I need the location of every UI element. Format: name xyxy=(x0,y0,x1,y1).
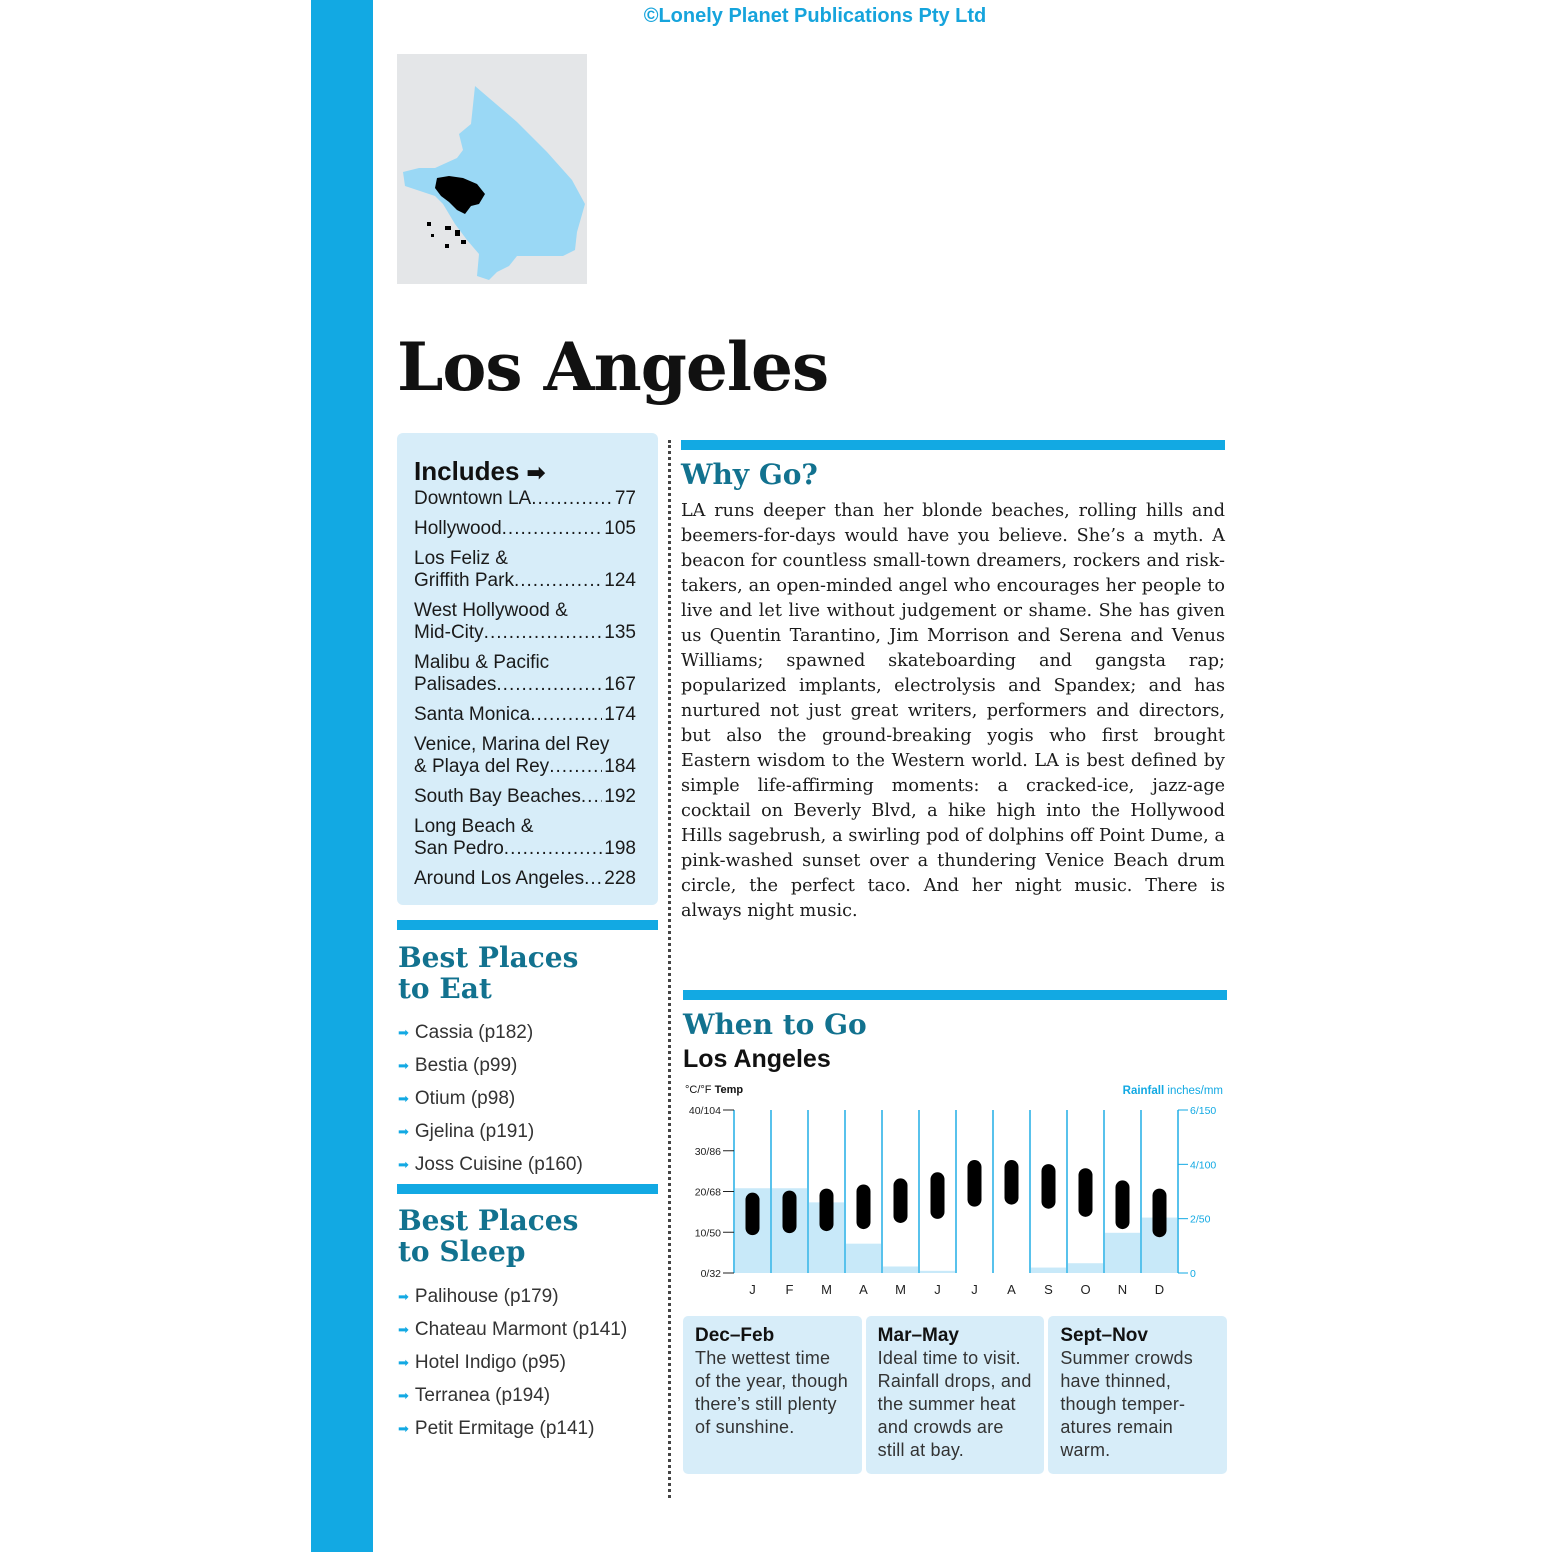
arrow-bullet-icon: ➡ xyxy=(398,1354,409,1370)
dot-leader xyxy=(530,704,602,726)
includes-item xyxy=(414,786,636,808)
season-text-line: of the year, though xyxy=(695,1371,848,1391)
includes-item xyxy=(414,518,636,540)
heading-line: to Eat xyxy=(398,972,492,1005)
rainfall-bar xyxy=(1031,1268,1066,1273)
includes-item-page: 228 xyxy=(604,868,636,889)
heading-line: Best Places xyxy=(398,941,579,974)
includes-item-label: San Pedro xyxy=(414,838,504,859)
heading-line: Best Places xyxy=(398,1204,579,1237)
includes-item-line xyxy=(414,756,636,778)
temp-tick-label: 40/104 xyxy=(688,1105,721,1117)
place-item xyxy=(398,1049,583,1082)
copyright-notice: ©Lonely Planet Publications Pty Ltd xyxy=(643,5,987,27)
season-text-line: though temper- xyxy=(1060,1394,1186,1414)
season-text-line: and crowds are xyxy=(877,1417,1004,1437)
rain-axis-word: Rainfall xyxy=(1122,1085,1165,1097)
arrow-bullet-icon: ➡ xyxy=(398,1321,409,1337)
climate-chart xyxy=(683,1080,1227,1302)
locator-map xyxy=(397,54,587,284)
month-label: A xyxy=(859,1282,868,1297)
includes-item-line xyxy=(414,652,636,674)
includes-item-page: 192 xyxy=(604,786,636,807)
place-item xyxy=(398,1082,583,1115)
rain-tick-label: 2/50 xyxy=(1190,1213,1211,1226)
includes-item-label: Long Beach & xyxy=(414,816,534,837)
includes-item-label: Hollywood xyxy=(414,518,502,539)
place-item-label: Bestia (p99) xyxy=(414,1054,518,1076)
place-item xyxy=(398,1016,583,1049)
includes-item-line xyxy=(414,786,636,808)
season-text-line: of sunshine. xyxy=(695,1417,795,1437)
season-heading: Sept–Nov xyxy=(1060,1325,1148,1346)
place-item xyxy=(398,1148,583,1181)
includes-item-line xyxy=(414,734,636,756)
season-text-line: Rainfall drops, and xyxy=(877,1371,1032,1391)
map-island xyxy=(427,222,431,226)
place-item xyxy=(398,1313,627,1346)
arrow-bullet-icon: ➡ xyxy=(398,1156,409,1172)
month-label: J xyxy=(749,1282,756,1297)
rain-tick-label: 0 xyxy=(1190,1268,1196,1280)
includes-item xyxy=(414,868,636,890)
rain-tick-label: 4/100 xyxy=(1190,1159,1217,1172)
month-label: S xyxy=(1044,1282,1053,1297)
dot-leader xyxy=(514,570,602,592)
place-item xyxy=(398,1379,627,1412)
includes-item-page: 198 xyxy=(604,838,636,859)
section-divider-bar xyxy=(683,990,1227,1000)
includes-item-page: 167 xyxy=(604,674,636,695)
arrow-bullet-icon: ➡ xyxy=(398,1057,409,1073)
temp-tick-label: 20/68 xyxy=(694,1186,721,1199)
includes-item-line xyxy=(414,622,636,644)
season-text-line: The wettest time xyxy=(695,1348,831,1368)
includes-list xyxy=(414,488,636,890)
includes-item xyxy=(414,548,636,592)
includes-item-label: Around Los Angeles xyxy=(414,868,585,889)
includes-item-line xyxy=(414,570,636,592)
includes-item-line xyxy=(414,838,636,860)
month-label: F xyxy=(785,1282,794,1297)
includes-item-label: West Hollywood & xyxy=(414,600,568,621)
dot-leader xyxy=(496,674,602,696)
includes-item-line xyxy=(414,488,636,510)
place-item-label: Gjelina (p191) xyxy=(414,1120,535,1142)
temp-tick-label: 0/32 xyxy=(700,1268,721,1280)
best-places-eat-heading xyxy=(398,942,658,1004)
right-arrow-icon: ➡ xyxy=(526,460,546,485)
season-heading: Dec–Feb xyxy=(695,1325,775,1346)
month-label: M xyxy=(895,1282,906,1297)
arrow-bullet-icon: ➡ xyxy=(398,1024,409,1040)
includes-item-page: 174 xyxy=(604,704,636,725)
rainfall-bar xyxy=(920,1271,955,1273)
season-box xyxy=(866,1316,1045,1474)
month-label: A xyxy=(1007,1282,1016,1297)
map-island xyxy=(431,234,434,237)
includes-item-line xyxy=(414,816,636,838)
includes-item-label: Downtown LA xyxy=(414,488,532,509)
season-text-line: have thinned, xyxy=(1060,1371,1172,1391)
includes-item-line xyxy=(414,518,636,540)
includes-item-page: 135 xyxy=(604,622,636,643)
rain-axis-unit: inches/mm xyxy=(1167,1085,1223,1097)
includes-item-page: 105 xyxy=(604,518,636,539)
best-places-sleep-list xyxy=(398,1280,627,1445)
place-item-label: Hotel Indigo (p95) xyxy=(414,1351,566,1373)
place-item-label: Cassia (p182) xyxy=(414,1021,534,1043)
place-item-label: Terranea (p194) xyxy=(414,1384,551,1406)
includes-item-label: Palisades xyxy=(414,674,497,695)
rain-tick-label: 6/150 xyxy=(1190,1105,1217,1117)
column-divider xyxy=(668,440,671,1498)
season-text-line: the summer heat xyxy=(877,1394,1016,1414)
place-item-label: Palihouse (p179) xyxy=(414,1285,559,1307)
dot-leader xyxy=(531,488,613,510)
map-island xyxy=(455,230,460,236)
season-boxes xyxy=(683,1316,1227,1474)
includes-item-label: Venice, Marina del Rey xyxy=(414,734,610,755)
month-label: D xyxy=(1154,1282,1165,1297)
dot-leader xyxy=(504,838,603,860)
temp-tick-label: 10/50 xyxy=(694,1227,721,1240)
why-go-text: LA runs deeper than her blonde beaches, rolling hills and beemers-for-days would have you believe. She’s a myth. A beacon for countless small-town dreamers, rockers and risk-takers, an open-minded angel who encourages her people to live and let live without judgement or shame. She has given us Quentin Tarantino, Jim Morrison and Serena and Venus Williams; spawned skateboarding and gangsta rap; popularized implants, electrolysis and Spandex; and has nurtured not just great writers, performers and directors, but also the ground-breaking yogis who first brought Eastern wisdom to the Western world. LA is best defined by simple life-affirming moments: a cracked-ice, jazz-age cocktail on Beverly Blvd, a hike high into the Hollywood Hills sagebrush, a swirling pod of dolphins off Point Dume, a pink-washed sunset over a thundering Venice Beach drum circle, the perfect taco. And her night music. There is always night music. xyxy=(681,501,1225,921)
includes-item-label: Mid-City xyxy=(414,622,484,643)
place-item xyxy=(398,1115,583,1148)
includes-item xyxy=(414,816,636,860)
place-item xyxy=(398,1412,627,1445)
rainfall-bar xyxy=(883,1266,918,1273)
includes-item-label: Los Feliz & xyxy=(414,548,508,569)
temp-axis-label xyxy=(685,1084,743,1096)
place-item xyxy=(398,1280,627,1313)
season-text-line: warm. xyxy=(1060,1440,1111,1460)
dot-leader xyxy=(581,786,602,808)
season-box xyxy=(683,1316,862,1474)
season-text-line: there’s still plenty xyxy=(695,1394,837,1414)
chart-marks xyxy=(689,1105,1217,1297)
rainfall-bar xyxy=(846,1244,881,1273)
heading-line: to Sleep xyxy=(398,1235,526,1268)
best-places-eat-list xyxy=(398,1016,583,1181)
includes-item-page: 184 xyxy=(604,756,636,777)
temp-tick-label: 30/86 xyxy=(694,1145,721,1158)
map-island xyxy=(445,244,449,248)
best-places-sleep-heading xyxy=(398,1205,658,1267)
season-text-line: still at bay. xyxy=(877,1440,964,1460)
rainfall-bar xyxy=(1105,1233,1140,1273)
includes-item-line xyxy=(414,600,636,622)
season-text-line: Summer crowds xyxy=(1060,1348,1193,1368)
dot-leader xyxy=(502,518,603,540)
month-label: M xyxy=(821,1282,832,1297)
includes-item-label: & Playa del Rey xyxy=(414,756,550,777)
includes-item-label: Santa Monica xyxy=(414,704,531,725)
section-divider-bar xyxy=(681,440,1225,450)
why-go-heading: Why Go? xyxy=(681,458,818,491)
arrow-bullet-icon: ➡ xyxy=(398,1420,409,1436)
page-title: Los Angeles xyxy=(397,328,829,406)
rain-axis-label xyxy=(1123,1085,1223,1097)
map-island xyxy=(445,226,451,230)
dot-leader xyxy=(584,868,602,890)
month-label: O xyxy=(1080,1282,1091,1297)
temp-axis-unit: °C/°F xyxy=(685,1084,712,1096)
arrow-bullet-icon: ➡ xyxy=(398,1387,409,1403)
includes-item-page: 124 xyxy=(604,570,636,591)
month-label: N xyxy=(1117,1282,1128,1297)
place-item-label: Joss Cuisine (p160) xyxy=(414,1153,583,1175)
season-text-line: Ideal time to visit. xyxy=(877,1348,1021,1368)
arrow-bullet-icon: ➡ xyxy=(398,1123,409,1139)
includes-item-label: Malibu & Pacific xyxy=(414,652,550,673)
place-item-label: Chateau Marmont (p141) xyxy=(414,1318,628,1340)
temp-axis-word: Temp xyxy=(714,1084,744,1096)
chart-title: Los Angeles xyxy=(683,1045,831,1073)
includes-item-page: 77 xyxy=(614,488,636,509)
season-heading: Mar–May xyxy=(877,1325,959,1346)
section-divider-bar xyxy=(397,1184,658,1194)
map-island xyxy=(461,240,466,244)
includes-item-line xyxy=(414,704,636,726)
dot-leader xyxy=(549,756,602,778)
includes-item-line xyxy=(414,674,636,696)
season-text-line: atures remain xyxy=(1060,1417,1173,1437)
includes-item xyxy=(414,488,636,510)
includes-item xyxy=(414,734,636,778)
side-color-strip xyxy=(311,0,373,1552)
includes-item xyxy=(414,600,636,644)
section-divider-bar xyxy=(397,920,658,930)
month-label: J xyxy=(971,1282,978,1297)
includes-heading-text: Includes xyxy=(414,456,520,486)
includes-item-line xyxy=(414,548,636,570)
includes-item-label: South Bay Beaches xyxy=(414,786,581,807)
dot-leader xyxy=(484,622,603,644)
place-item-label: Otium (p98) xyxy=(414,1087,516,1109)
includes-heading xyxy=(414,456,636,487)
place-item-label: Petit Ermitage (p141) xyxy=(414,1417,595,1439)
arrow-bullet-icon: ➡ xyxy=(398,1288,409,1304)
month-label: J xyxy=(934,1282,941,1297)
includes-item xyxy=(414,652,636,696)
season-box xyxy=(1048,1316,1227,1474)
arrow-bullet-icon: ➡ xyxy=(398,1090,409,1106)
place-item xyxy=(398,1346,627,1379)
rainfall-bar xyxy=(1068,1263,1103,1273)
includes-item-line xyxy=(414,868,636,890)
includes-item-label: Griffith Park xyxy=(414,570,514,591)
includes-box xyxy=(397,433,658,905)
when-to-go-heading: When to Go xyxy=(683,1008,867,1041)
includes-item xyxy=(414,704,636,726)
